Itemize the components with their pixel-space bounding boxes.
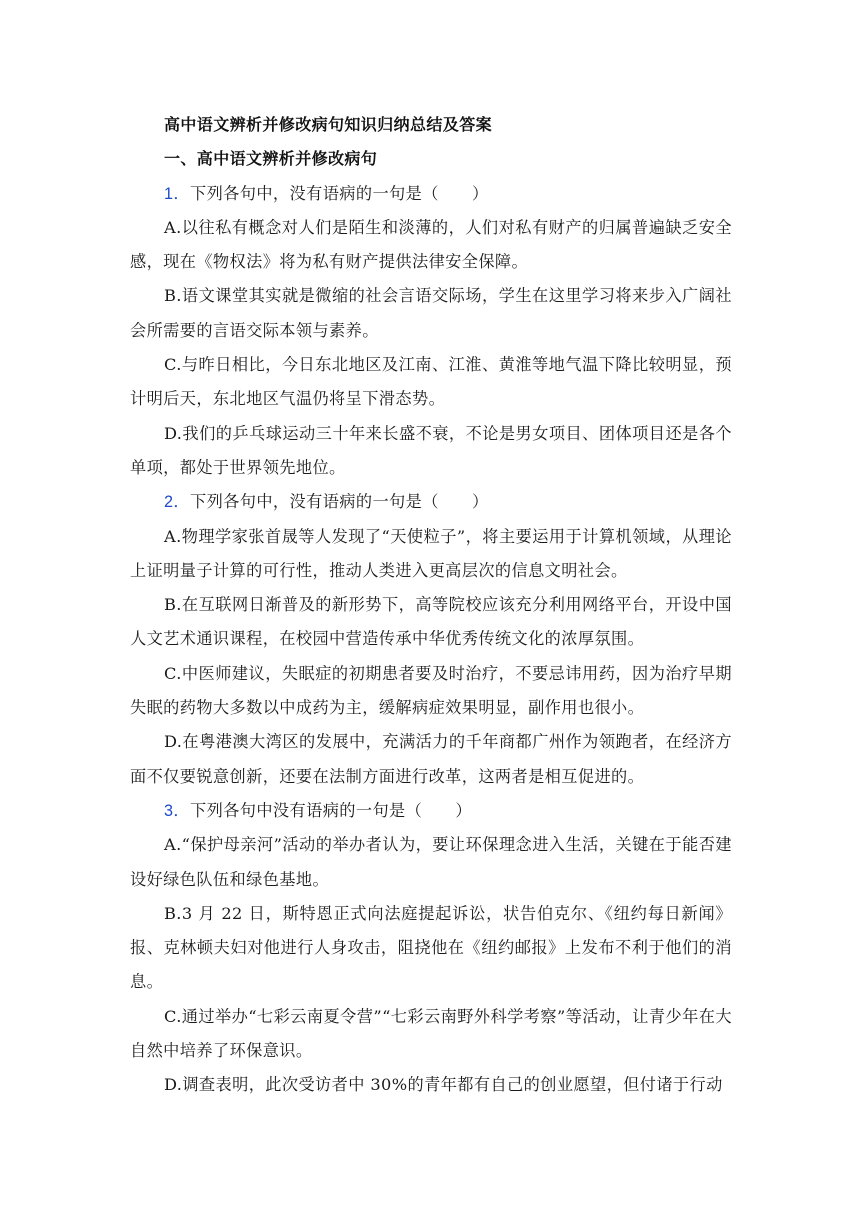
q1-option-b: B.语文课堂其实就是微缩的社会言语交际场，学生在这里学习将来步入广阔社会所需要的言语交际本领与素养。 — [130, 286, 732, 340]
question-text-1: 下列各句中，没有语病的一句是（ ） — [190, 183, 489, 203]
q1-option-c: C.与昨日相比，今日东北地区及江南、江淮、黄淮等地气温下降比较明显，预计明后天，东北地区气温仍将呈下滑态势。 — [130, 355, 732, 409]
document-body — [130, 108, 732, 1103]
question-number-2: 2． — [164, 493, 190, 512]
q2-option-c: C.中医师建议，失眠症的初期患者要及时治疗，不要忌讳用药，因为治疗早期失眠的药物大多数以中成药为主，缓解病症效果明显，副作用也很小。 — [130, 663, 732, 718]
q1-option-d: D.我们的乒乓球运动三十年来长盛不衰，不论是男女项目、团体项目还是各个单项，都处于世界领先地位。 — [130, 423, 732, 477]
question-text-2: 下列各句中，没有语病的一句是（ ） — [190, 492, 489, 512]
question-stem-3 — [130, 794, 732, 828]
question-stem-1 — [130, 177, 732, 211]
q3-option-d: D.调查表明，此次受访者中 30%的青年都有自己的创业愿望，但付诸于行动 — [164, 1075, 723, 1095]
section-heading: 一、高中语文辨析并修改病句 — [164, 149, 378, 169]
q3-option-b: B.3 月 22 日，斯特恩正式向法庭提起诉讼，状告伯克尔、《纽约每日新闻》报、克林顿夫妇对他进行人身攻击，阻挠他在《纽约邮报》上发布不利于他们的消息。 — [130, 903, 732, 992]
question-number-1: 1． — [164, 184, 190, 203]
q2-option-a: A.物理学家张首晟等人发现了“天使粒子”，将主要运用于计算机领域，从理论上证明量子计算的可行性，推动人类进入更高层次的信息文明社会。 — [130, 526, 732, 580]
question-text-3: 下列各句中没有语病的一句是（ ） — [190, 800, 472, 820]
q3-option-a: A.“保护母亲河”活动的举办者认为，要让环保理念进入生活，关键在于能否建设好绿色队伍和绿色基地。 — [130, 835, 732, 889]
question-stem-2 — [130, 485, 732, 519]
q3-option-c: C.通过举办“七彩云南夏令营”“七彩云南野外科学考察”等活动，让青少年在大自然中培养了环保意识。 — [130, 1006, 732, 1061]
question-number-3: 3． — [164, 801, 190, 820]
document-title: 高中语文辨析并修改病句知识归纳总结及答案 — [164, 115, 493, 134]
q1-option-a: A.以往私有概念对人们是陌生和淡薄的，人们对私有财产的归属普遍缺乏安全感，现在《物权法》将为私有财产提供法律安全保障。 — [130, 217, 732, 272]
q2-option-b: B.在互联网日渐普及的新形势下，高等院校应该充分利用网络平台，开设中国人文艺术通识课程，在校园中营造传承中华优秀传统文化的浓厚氛围。 — [130, 595, 732, 649]
q2-option-d: D.在粤港澳大湾区的发展中，充满活力的千年商都广州作为领跑者，在经济方面不仅要锐意创新，还要在法制方面进行改革，这两者是相互促进的。 — [130, 732, 732, 786]
